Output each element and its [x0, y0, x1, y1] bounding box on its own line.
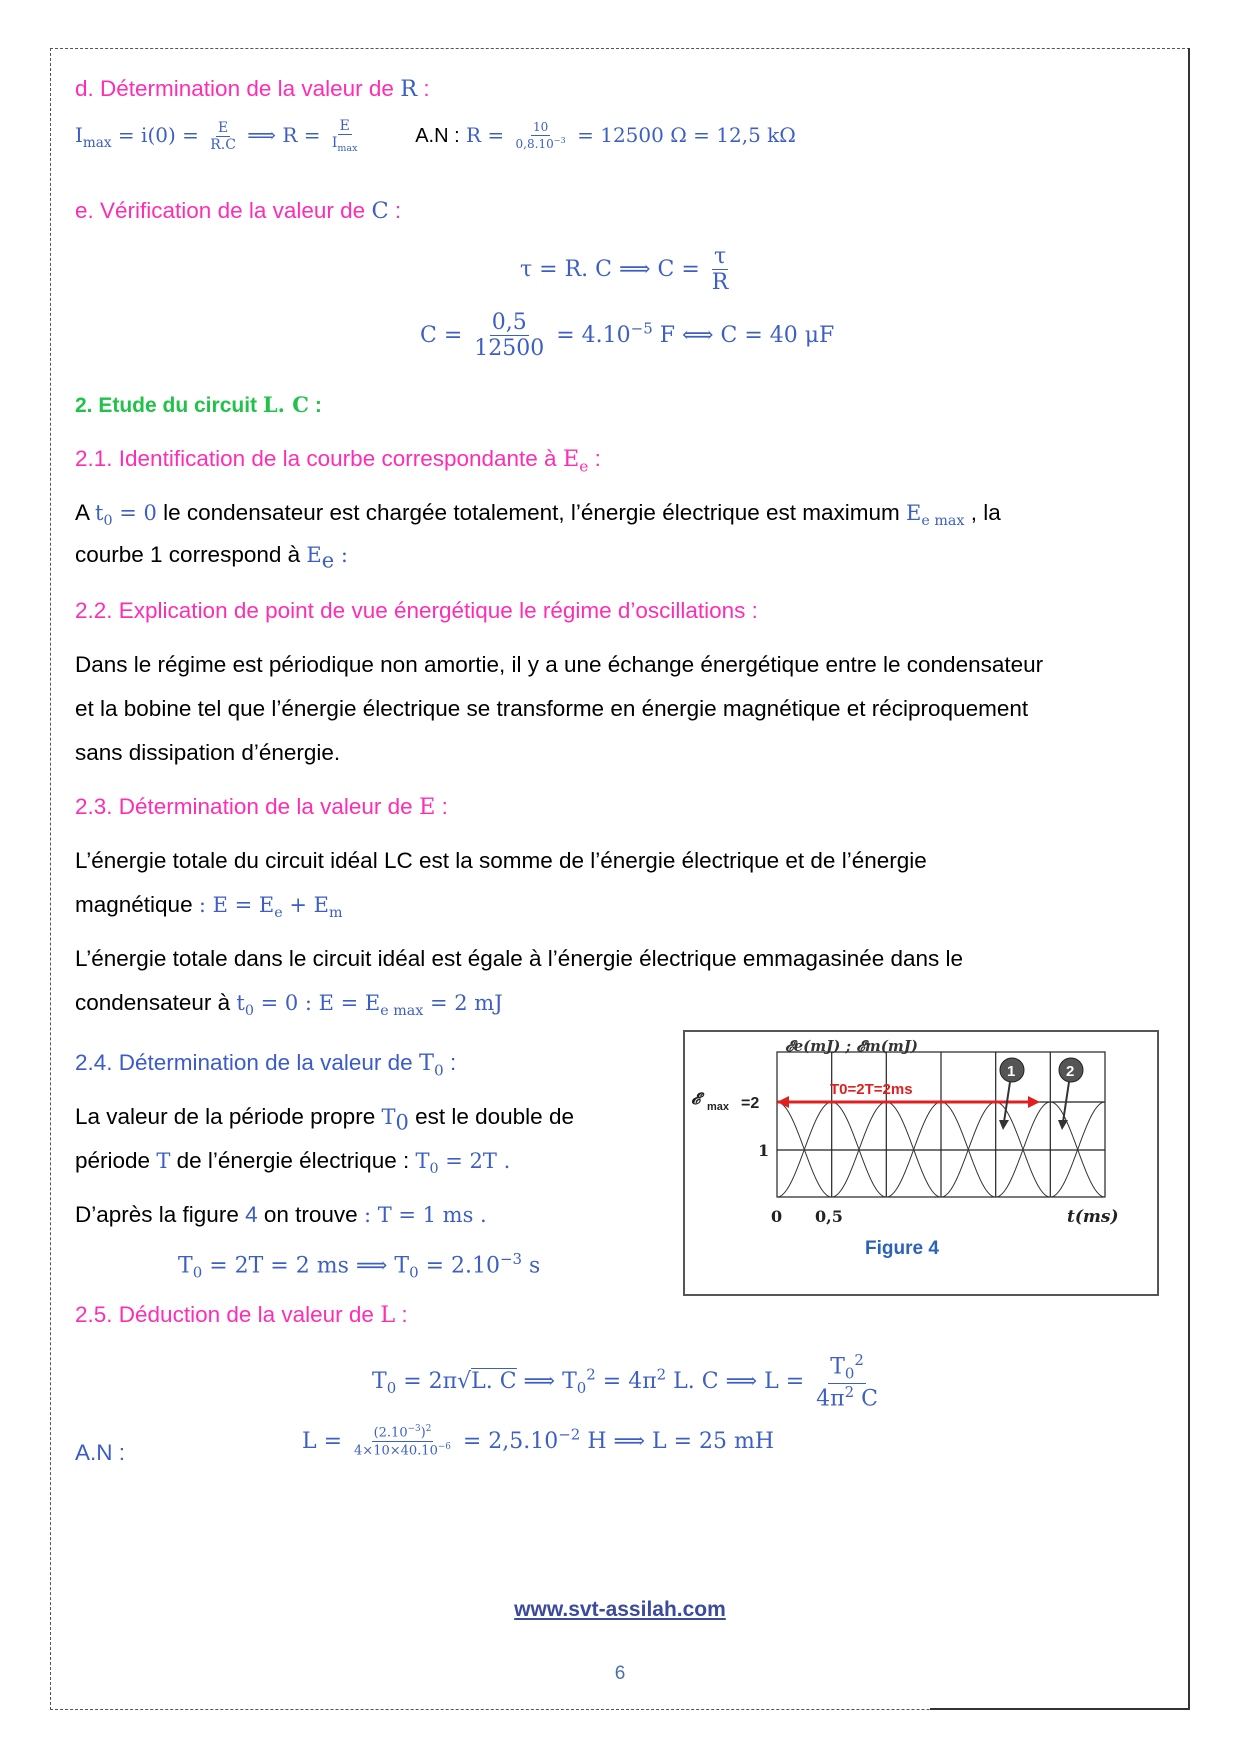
paragraph-2-2-line2: et la bobine tel que l’énergie électrique se transforme en énergie magnétique et réciproquement	[75, 696, 1029, 721]
colon: :	[334, 543, 348, 567]
t0: t	[95, 501, 104, 525]
p-mid: de l’énergie électrique :	[170, 1148, 416, 1173]
p-text: condensateur à	[75, 990, 237, 1015]
x-tick-0-5: 0,5	[815, 1207, 843, 1226]
heading-2-5-text: 2.5. Déduction de la valeur de	[75, 1302, 381, 1327]
frac-den-sup: −3	[553, 134, 566, 145]
em: E	[906, 501, 922, 525]
heading-2-5-symbol: L	[380, 1302, 396, 1328]
bsub: 0	[409, 1263, 419, 1282]
p-text: le condensateur est chargée totalement, l’énergie électrique est maximum	[156, 500, 907, 525]
t0-label: T0=2T=2ms	[830, 1081, 913, 1098]
formula-t0	[178, 1250, 540, 1282]
c-lhs: C =	[420, 322, 470, 348]
heading-d	[75, 76, 430, 102]
heading-2-1-symbol: E	[562, 446, 580, 472]
fraction-l	[814, 1352, 880, 1412]
formula-l	[372, 1352, 883, 1412]
heading-2-2-text: 2.2. Explication de point de vue énergétique le régime d’oscillations :	[75, 598, 758, 623]
p-text: courbe 1 correspond à	[75, 542, 307, 567]
formula-c	[420, 310, 834, 362]
heading-2-4-text: 2.4. Détermination de la valeur de	[75, 1050, 419, 1075]
paragraph-2-4-line3	[75, 1202, 487, 1228]
fraction-e-imax	[330, 118, 360, 155]
formula: : T = 1 ms .	[363, 1203, 487, 1227]
a: T	[178, 1253, 193, 1279]
formula-l-an	[302, 1424, 774, 1460]
heading-e-symbol: C	[371, 198, 389, 224]
x-tick-0: 0	[771, 1207, 783, 1226]
paragraph-2-1-line1	[75, 500, 1001, 529]
rest: = 0 : E = E	[253, 991, 381, 1015]
frac-den	[514, 136, 568, 152]
emax-sub: max	[707, 1101, 730, 1113]
section-2-text: 2. Etude du circuit	[75, 394, 263, 417]
t0: T	[381, 1105, 396, 1129]
d: = 4π	[595, 1368, 657, 1394]
frac-num: τ	[713, 244, 727, 269]
heading-2-3-text: 2.3. Détermination de la valeur de	[75, 794, 419, 819]
p-end: , la	[964, 500, 1001, 525]
heading-d-symbol: R	[400, 76, 418, 102]
heading-d-text: d. Détermination de la valeur de	[75, 76, 401, 101]
heading-e-text: e. Vérification de la valeur de	[75, 198, 372, 223]
formula	[236, 991, 503, 1020]
numsup: −3	[407, 1424, 421, 1434]
frac-den	[330, 135, 360, 155]
paragraph-2-3-line1: L’énergie totale du circuit idéal LC est la somme de l’énergie électrique et de l’énergie	[75, 848, 927, 873]
t0-arrow-right-head	[1028, 1096, 1040, 1108]
imax-sub: max	[82, 134, 112, 151]
paragraph-2-4-line1	[75, 1104, 574, 1135]
grid	[777, 1052, 1105, 1197]
t: t	[236, 991, 245, 1015]
t0-sub: 0	[395, 1110, 409, 1135]
fraction-e-rc	[208, 120, 238, 153]
heading-2-5	[75, 1302, 408, 1328]
p-text: magnétique	[75, 892, 199, 917]
paragraph-2-2-line3: sans dissipation d’énergie.	[75, 740, 341, 765]
implies-r: ⟹ R =	[240, 122, 327, 147]
page-border	[50, 48, 1190, 1710]
c-sup: −5	[630, 319, 653, 338]
an-r: R =	[466, 122, 511, 147]
eqsub: 0	[429, 1161, 439, 1178]
p-text: La valeur de la période propre	[75, 1104, 382, 1129]
heading-2-1-colon: :	[588, 446, 601, 471]
heading-2-3-symbol: E	[418, 794, 436, 820]
heading-2-2	[75, 598, 758, 624]
p-text: période	[75, 1148, 157, 1173]
ee-sub: e	[321, 548, 335, 573]
figure-4-plot	[685, 1032, 1157, 1294]
rest2: H ⟹ L = 25 mH	[580, 1428, 775, 1454]
frac-num: E	[339, 118, 350, 134]
heading-2-4-colon: :	[443, 1050, 457, 1075]
frac-num	[828, 1352, 866, 1384]
frac-den-sub: max	[337, 142, 358, 154]
den: 4×10×40.10	[354, 1443, 438, 1459]
formula-r	[75, 118, 796, 155]
paragraph-2-2-line1: Dans le régime est périodique non amortie, il y a une échange énergétique entre le condensateur	[75, 652, 1044, 677]
c-rhs: F ⟺ C = 40 μF	[652, 322, 835, 348]
page-border-shadow-bottom	[930, 1708, 1190, 1710]
figure-4	[683, 1030, 1159, 1296]
frac-den-main: I	[331, 135, 338, 152]
numsup2: 2	[425, 1424, 432, 1434]
heading-d-colon: :	[417, 76, 430, 101]
eqrest: = 2T .	[438, 1149, 511, 1173]
formula	[198, 893, 343, 922]
emax-label: 𝓔	[691, 1089, 701, 1108]
t0-rest: = 0	[112, 501, 157, 525]
rest: = 2,5.10	[455, 1428, 559, 1454]
frac-den	[814, 1384, 880, 1412]
eq: T	[415, 1149, 430, 1173]
eq-i0: = i(0) =	[111, 122, 206, 147]
section-2-colon: :	[308, 394, 322, 417]
curve-2-marker	[1058, 1058, 1083, 1130]
heading-e	[75, 198, 401, 224]
sup: −2	[558, 1425, 581, 1444]
end: = 2 mJ	[423, 991, 503, 1015]
heading-2-1	[75, 446, 601, 476]
figure-caption: Figure 4	[865, 1238, 939, 1259]
em-sub: e max	[921, 513, 965, 530]
frac-num: E	[217, 119, 229, 136]
eemax	[906, 501, 965, 530]
heading-2-5-colon: :	[395, 1302, 408, 1327]
dsup: 2	[656, 1365, 667, 1384]
e: L. C ⟹ L =	[666, 1368, 812, 1394]
paragraph-2-3-line3: L’énergie totale dans le circuit idéal est égale à l’énergie électrique emmagasinée dans le	[75, 946, 964, 971]
fraction-l-an	[352, 1424, 453, 1460]
frac-den-main: 0,8.10	[515, 136, 554, 151]
numsub: 0	[844, 1364, 855, 1383]
asub: 0	[386, 1379, 397, 1398]
densup: −6	[437, 1442, 451, 1453]
an-label-2-5: A.N :	[75, 1440, 126, 1465]
c: = 2.10	[418, 1253, 500, 1279]
heading-2-3	[75, 794, 448, 820]
paragraph-2-3-line2	[75, 892, 342, 921]
s2: m	[328, 905, 343, 922]
esub: e max	[380, 1003, 424, 1020]
fig-num: 4	[245, 1202, 258, 1227]
frac-den	[352, 1442, 453, 1459]
tsub: 0	[244, 1003, 254, 1020]
t0-eq	[95, 501, 157, 530]
an-label: A.N :	[415, 124, 460, 147]
frac-den: 12500	[474, 336, 545, 362]
page-border-shadow-right	[1188, 48, 1190, 1710]
b: = 2T = 2 ms ⟹ T	[202, 1253, 410, 1279]
fraction-an	[514, 121, 568, 152]
frac-den: R	[711, 270, 729, 296]
curve-2-label: 2	[1066, 1063, 1075, 1080]
heading-e-colon: :	[388, 198, 402, 223]
f: : E = E	[198, 893, 275, 917]
frac-num: 0,5	[491, 310, 527, 335]
frac-num: 10	[533, 120, 549, 135]
heading-2-4-sub: 0	[433, 1061, 444, 1080]
l: L =	[302, 1428, 350, 1454]
fraction-c	[472, 310, 546, 362]
curve-1-label: 1	[1007, 1063, 1016, 1080]
p-end: est le double de	[408, 1104, 574, 1129]
heading-2-4	[75, 1050, 456, 1080]
imax-symbol: I	[75, 122, 83, 147]
a: T	[372, 1368, 387, 1394]
numsup: 2	[854, 1351, 864, 1369]
x-axis-label: t(ms)	[1067, 1207, 1119, 1227]
heading-2-1-text: 2.1. Identification de la courbe correspondante à	[75, 446, 563, 471]
emax-value: =2	[741, 1095, 760, 1112]
ee: E	[306, 543, 322, 567]
frac-num	[372, 1424, 434, 1442]
num: T	[830, 1354, 845, 1380]
b: = 2π√	[396, 1368, 472, 1394]
t: T	[156, 1149, 171, 1173]
p-mid: on trouve	[257, 1202, 364, 1227]
den: 4π	[816, 1386, 845, 1412]
p-a: A	[75, 500, 96, 525]
y-axis-label: 𝓔e(mJ) ; 𝓔m(mJ)	[785, 1037, 918, 1055]
t0-sub: 0	[103, 513, 113, 530]
formula-tau	[520, 244, 733, 296]
c: ⟹ T	[516, 1368, 577, 1394]
paragraph-2-3-line4	[75, 990, 503, 1019]
plus: + E	[282, 893, 329, 917]
t0-arrow-left-head	[777, 1096, 789, 1108]
num2: )	[420, 1425, 426, 1441]
c-mid: = 4.10	[549, 322, 631, 348]
densup: 2	[844, 1382, 855, 1401]
paragraph-2-4-line2	[75, 1148, 510, 1177]
fraction-tau-r	[710, 244, 731, 296]
y-tick-1: 1	[758, 1141, 770, 1160]
num: (2.10	[373, 1425, 408, 1441]
heading-2-4-symbol: T	[418, 1050, 434, 1076]
page-number: 6	[614, 1663, 626, 1684]
tau-lhs: τ = R. C ⟹ C =	[520, 256, 707, 282]
formula	[415, 1149, 511, 1178]
s1: e	[274, 905, 283, 922]
d: s	[522, 1253, 541, 1279]
den2: C	[854, 1386, 878, 1412]
heading-2-1-sub: e	[579, 457, 589, 476]
heading-2-3-colon: :	[435, 794, 448, 819]
paragraph-2-1-line2	[75, 542, 348, 573]
p-text: D’après la figure	[75, 1202, 246, 1227]
section-2-symbol: L. C	[262, 392, 309, 417]
csup: 2	[586, 1365, 596, 1384]
frac-den: R.C	[210, 136, 236, 153]
section-2-heading	[75, 392, 322, 418]
csub: 0	[576, 1379, 587, 1398]
sup: −3	[499, 1250, 523, 1268]
radicand: L. C	[471, 1368, 517, 1394]
an-result: = 12500 Ω = 12,5 kΩ	[570, 122, 796, 147]
asub: 0	[192, 1263, 203, 1282]
footer-website-link[interactable]: www.svt-assilah.com	[514, 1598, 726, 1621]
